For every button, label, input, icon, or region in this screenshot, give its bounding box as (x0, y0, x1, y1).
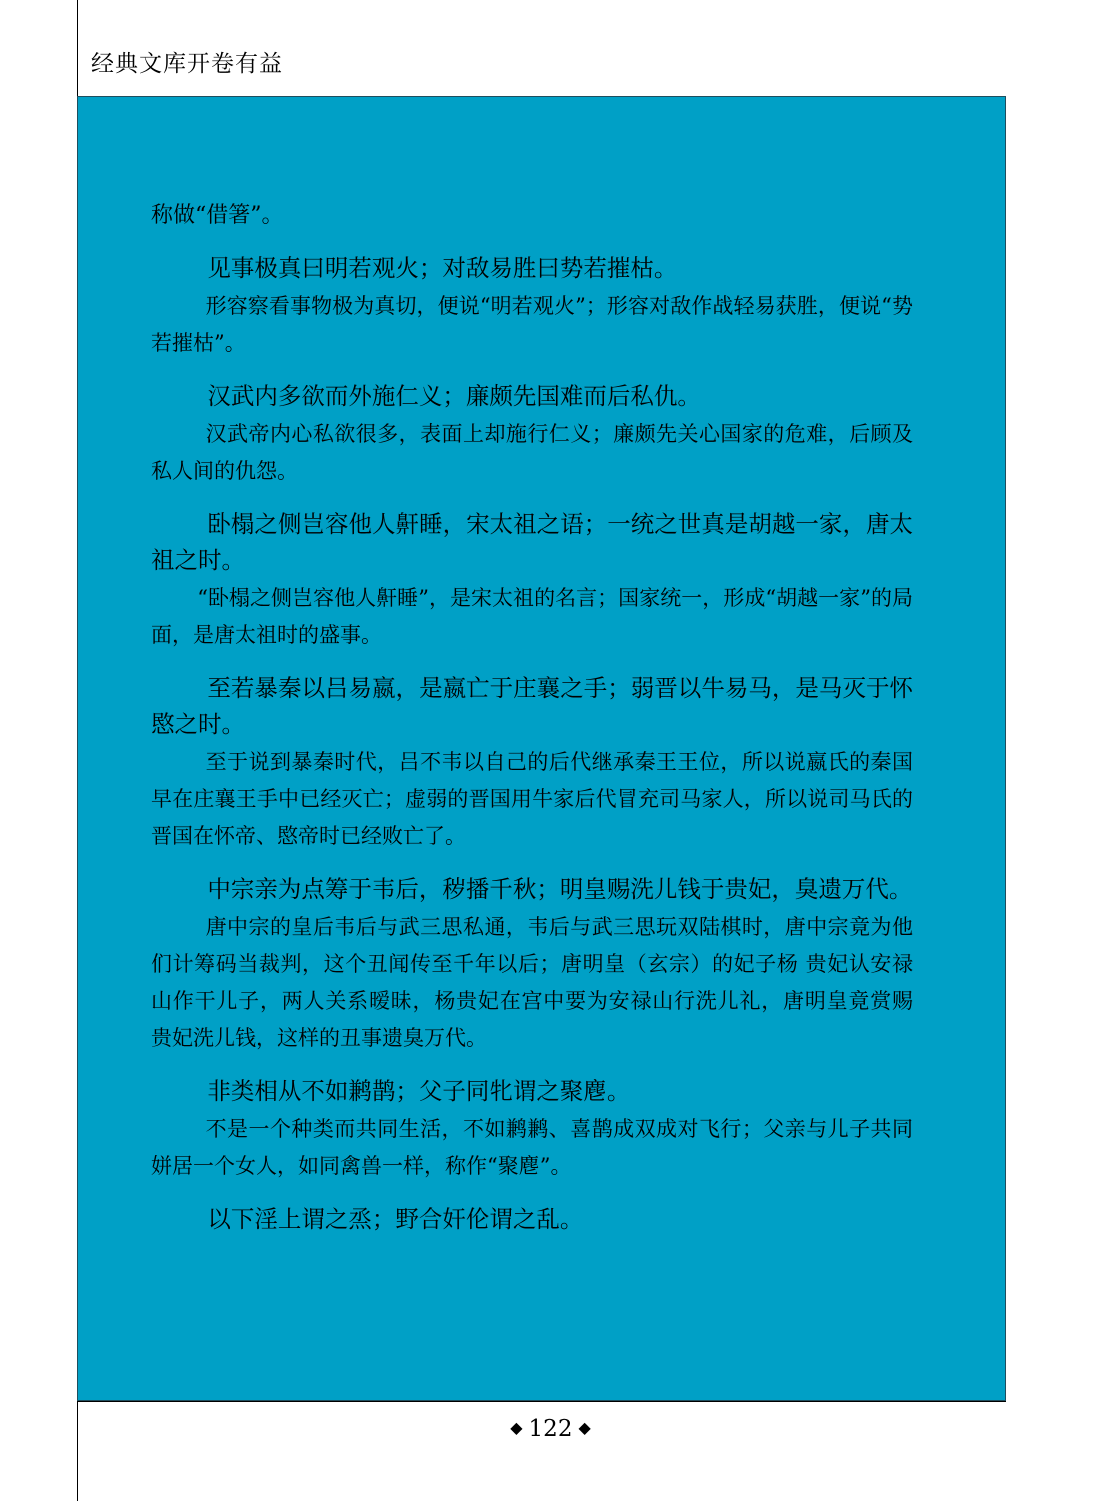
footer-rule (77, 1401, 1006, 1402)
diamond-right-icon: ◆ (578, 1418, 591, 1437)
proverb-2: 汉武内多欲而外施仁义；廉颇先国难而后私仇。 (207, 382, 701, 410)
explanation-2: 汉武帝内心私欲很多，表面上却施行仁义；廉颇先关心国家的危难，后顾及私人间的仇怨。 (151, 422, 913, 483)
page-number-value: 122 (528, 1416, 573, 1442)
explanation-3: “卧榻之侧岂容他人鼾睡”，是宋太祖的名言；国家统一，形成“胡越一家”的局面，是唐太祖时的盛事。 (151, 586, 913, 647)
proverb-4: 至若暴秦以吕易嬴，是嬴亡于庄襄之手；弱晋以牛易马，是马灭于怀愍之时。 (151, 674, 913, 738)
content-panel (77, 96, 1006, 1401)
proverb-3: 卧榻之侧岂容他人鼾睡，宋太祖之语；一统之世真是胡越一家，唐太祖之时。 (151, 510, 913, 574)
continued-paragraph: 称做“借箸”。 (151, 203, 284, 228)
page-number (0, 1412, 1101, 1445)
explanation-4: 至于说到暴秦时代，吕不韦以自己的后代继承秦王王位，所以说嬴氏的秦国早在庄襄王手中已经灭亡；虚弱的晋国用牛家后代冒充司马家人，所以说司马氏的晋国在怀帝、愍帝时已经败亡了。 (151, 750, 913, 848)
explanation-6: 不是一个种类而共同生活，不如鹣鹣、喜鹊成双成对飞行；父亲与儿子共同姘居一个女人，如同禽兽一样，称作“聚麀”。 (151, 1117, 913, 1178)
proverb-7: 以下淫上谓之烝；野合奸伦谓之乱。 (207, 1205, 584, 1233)
explanation-5: 唐中宗的皇后韦后与武三思私通，韦后与武三思玩双陆棋时，唐中宗竟为他们计筹码当裁判，这个丑闻传至千年以后；唐明皇（玄宗）的妃子杨 贵妃认安禄山作干儿子，两人关系暧昧，杨贵妃在宫中要为安禄山行洗儿礼，唐明皇竟赏赐 贵妃洗儿钱，这样的丑事遗臭万代。 (151, 915, 913, 1050)
explanation-1: 形容察看事物极为真切，便说“明若观火”；形容对敌作战轻易获胜，便说“势若摧枯”。 (151, 294, 913, 355)
proverb-1: 见事极真曰明若观火；对敌易胜曰势若摧枯。 (207, 254, 678, 282)
running-header-title: 经典文库开卷有益 (91, 51, 283, 77)
diamond-left-icon: ◆ (510, 1418, 523, 1437)
body-text (151, 198, 913, 1237)
proverb-5: 中宗亲为点筹于韦后，秽播千秋；明皇赐洗儿钱于贵妃，臭遗万代。 (207, 875, 913, 903)
proverb-6: 非类相从不如鹣鹊；父子同牝谓之聚麀。 (207, 1077, 631, 1105)
